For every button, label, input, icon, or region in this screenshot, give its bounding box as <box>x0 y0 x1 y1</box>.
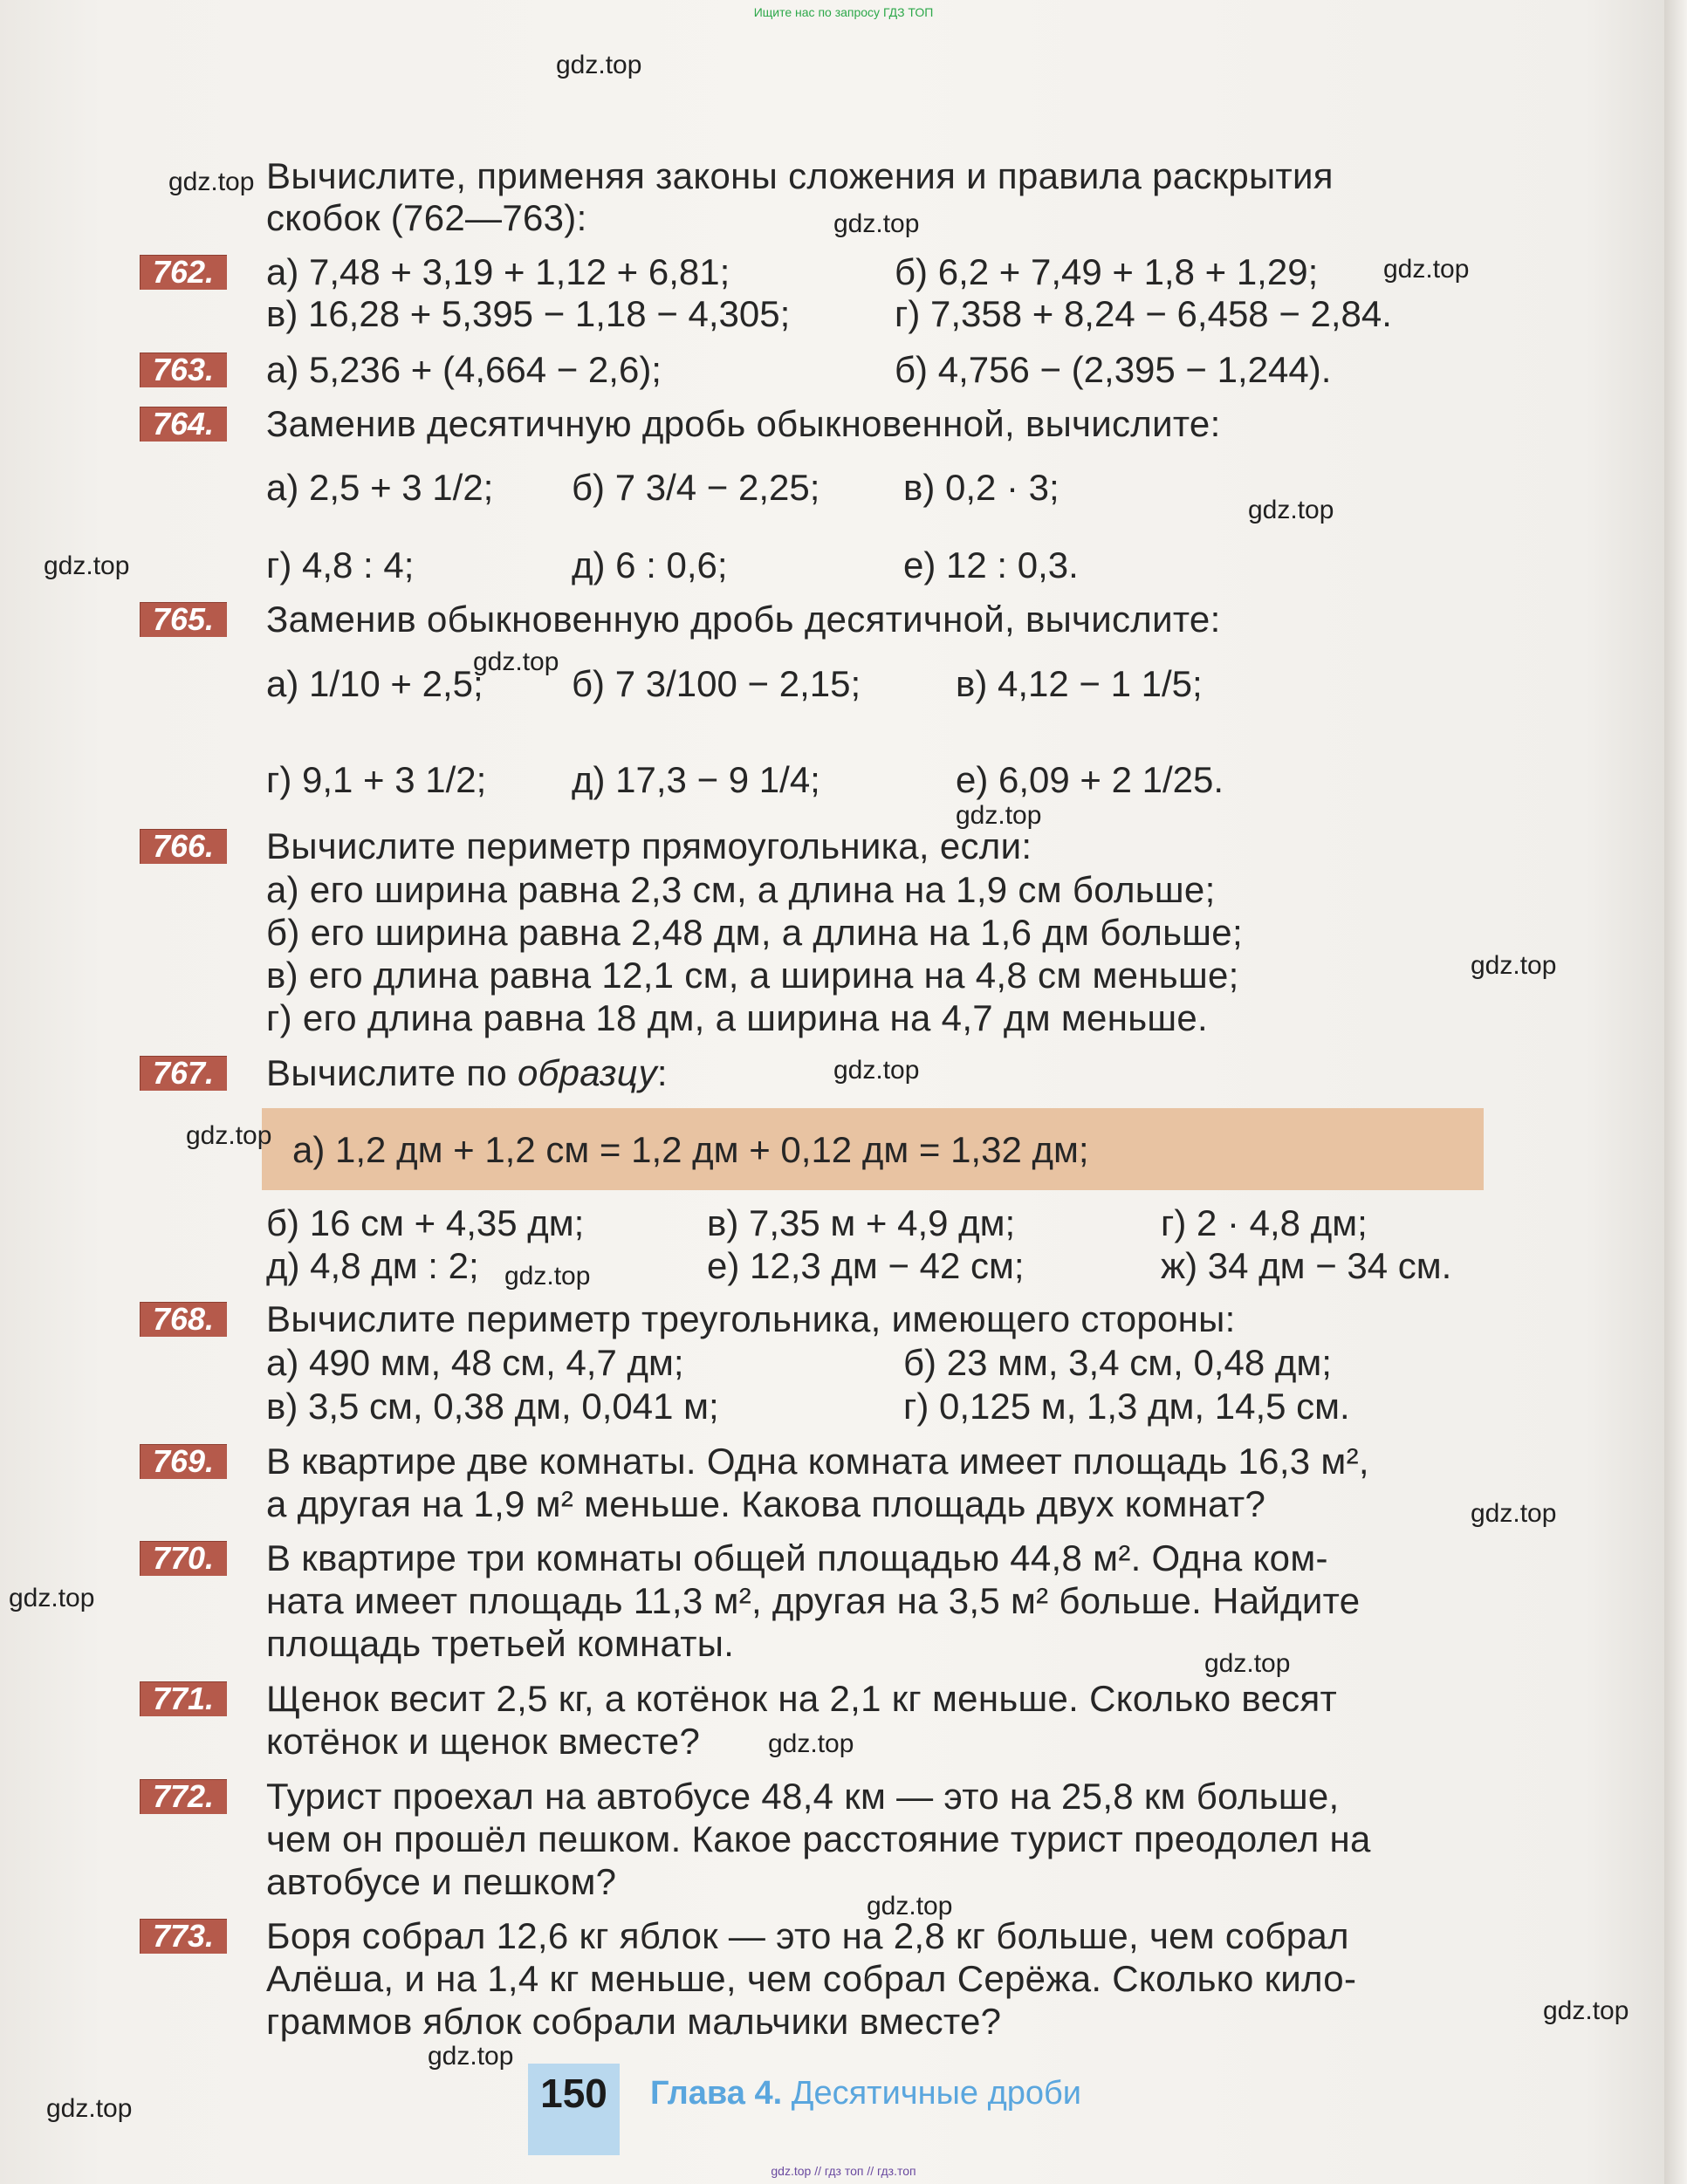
ex765-e: е) 6,09 + 2 1/25. <box>956 759 1224 800</box>
ex763-b: б) 4,756 − (2,395 − 1,244). <box>895 349 1332 390</box>
watermark: gdz.top <box>1204 1649 1291 1678</box>
ex767-title-italic: образцу <box>517 1052 657 1093</box>
ex766-v: в) его длина равна 12,1 см, а ширина на 4,8 см меньше; <box>266 955 1239 996</box>
ex769-line-2: а другая на 1,9 м² меньше. Какова площадь двух комнат? <box>266 1483 1266 1524</box>
intro-line-2: скобок (762—763): <box>266 197 587 238</box>
ex764-b: б) 7 3/4 − 2,25; <box>572 467 820 508</box>
ex768-g: г) 0,125 м, 1,3 дм, 14,5 см. <box>903 1386 1350 1427</box>
watermark: gdz.top <box>473 647 559 676</box>
ex770-line-1: В квартире три комнаты общей площадью 44,8 м². Одна ком- <box>266 1537 1328 1578</box>
ex764-a: а) 2,5 + 3 1/2; <box>266 467 494 508</box>
ex767-title-end: : <box>656 1052 668 1093</box>
top-banner: Ищите нас по запросу ГДЗ ТОП <box>753 5 934 19</box>
ex770-line-3: площадь третьей комнаты. <box>266 1623 735 1664</box>
exercise-number-770: 770. <box>140 1541 227 1576</box>
ex766-a: а) его ширина равна 2,3 см, а длина на 1,9 см больше; <box>266 869 1216 910</box>
ex771-line-2: котёнок и щенок вместе? <box>266 1721 701 1762</box>
watermark: gdz.top <box>956 801 1042 830</box>
watermark: gdz.top <box>1471 1499 1557 1528</box>
ex764-d: д) 6 : 0,6; <box>572 544 728 585</box>
ex763-a: а) 5,236 + (4,664 − 2,6); <box>266 349 662 390</box>
ex765-d: д) 17,3 − 9 1/4; <box>572 759 820 800</box>
ex766-g: г) его длина равна 18 дм, а ширина на 4,7 дм меньше. <box>266 997 1208 1038</box>
ex772-line-2: чем он прошёл пешком. Какое расстояние турист преодолел на <box>266 1818 1371 1859</box>
exercise-number-773: 773. <box>140 1919 227 1954</box>
exercise-number-772: 772. <box>140 1779 227 1814</box>
watermark: gdz.top <box>46 2094 133 2123</box>
ex767-e: е) 12,3 дм − 42 см; <box>707 1245 1025 1286</box>
exercise-number-765: 765. <box>140 602 227 637</box>
ex766-title: Вычислите периметр прямоугольника, если: <box>266 825 1032 866</box>
ex765-title: Заменив обыкновенную дробь десятичной, вычислите: <box>266 599 1221 640</box>
exercise-number-762: 762. <box>140 255 227 290</box>
ex767-sample: а) 1,2 дм + 1,2 см = 1,2 дм + 0,12 дм = 1,32 дм; <box>292 1129 1089 1170</box>
ex767-v: в) 7,35 м + 4,9 дм; <box>707 1202 1016 1243</box>
watermark: gdz.top <box>867 1892 953 1920</box>
ex765-b: б) 7 3/100 − 2,15; <box>572 663 861 704</box>
watermark: gdz.top <box>833 209 920 238</box>
ex762-a: а) 7,48 + 3,19 + 1,12 + 6,81; <box>266 251 730 292</box>
ex773-line-2: Алёша, и на 1,4 кг меньше, чем собрал Серёжа. Сколько кило- <box>266 1958 1357 1999</box>
ex765-v: в) 4,12 − 1 1/5; <box>956 663 1203 704</box>
watermark: gdz.top <box>1248 496 1334 524</box>
exercise-number-768: 768. <box>140 1302 227 1337</box>
ex767-zh: ж) 34 дм − 34 см. <box>1161 1245 1452 1286</box>
watermark: gdz.top <box>186 1121 272 1150</box>
watermark: gdz.top <box>168 168 255 196</box>
ex762-g: г) 7,358 + 8,24 − 6,458 − 2,84. <box>895 293 1392 334</box>
ex770-line-2: ната имеет площадь 11,3 м², другая на 3,5 м² больше. Найдите <box>266 1580 1361 1621</box>
ex768-b: б) 23 мм, 3,4 см, 0,48 дм; <box>903 1342 1332 1383</box>
page-number: 150 <box>540 2071 607 2116</box>
ex762-b: б) 6,2 + 7,49 + 1,8 + 1,29; <box>895 251 1319 292</box>
chapter-label: Глава 4. <box>650 2075 783 2112</box>
ex767-g: г) 2 · 4,8 дм; <box>1161 1202 1368 1243</box>
exercise-number-769: 769. <box>140 1444 227 1479</box>
watermark: gdz.top <box>504 1262 591 1291</box>
ex767-title-plain: Вычислите по <box>266 1052 518 1093</box>
ex768-a: а) 490 мм, 48 см, 4,7 дм; <box>266 1342 684 1383</box>
ex764-e: е) 12 : 0,3. <box>903 544 1079 585</box>
page-edge-shadow <box>1664 0 1687 2184</box>
bottom-banner: gdz.top // гдз топ // гдз.топ <box>771 2164 916 2178</box>
ex768-title: Вычислите периметр треугольника, имеющего стороны: <box>266 1298 1236 1339</box>
ex764-v: в) 0,2 · 3; <box>903 467 1060 508</box>
chapter-name: Десятичные дроби <box>791 2075 1082 2112</box>
exercise-number-764: 764. <box>140 407 227 442</box>
exercise-number-766: 766. <box>140 829 227 864</box>
ex767-d: д) 4,8 дм : 2; <box>266 1245 479 1286</box>
watermark: gdz.top <box>1471 951 1557 980</box>
watermark: gdz.top <box>9 1584 95 1612</box>
ex765-a: а) 1/10 + 2,5; <box>266 663 483 704</box>
chapter-title <box>650 2075 1081 2112</box>
exercise-number-767: 767. <box>140 1056 227 1091</box>
ex772-line-3: автобусе и пешком? <box>266 1861 617 1902</box>
ex768-v: в) 3,5 см, 0,38 дм, 0,041 м; <box>266 1386 719 1427</box>
ex767-b: б) 16 см + 4,35 дм; <box>266 1202 585 1243</box>
watermark: gdz.top <box>428 2042 514 2071</box>
watermark: gdz.top <box>1383 255 1470 284</box>
ex773-line-3: граммов яблок собрали мальчики вместе? <box>266 2001 1002 2042</box>
ex765-g: г) 9,1 + 3 1/2; <box>266 759 487 800</box>
watermark: gdz.top <box>768 1729 854 1758</box>
watermark: gdz.top <box>44 551 130 580</box>
intro-line-1: Вычислите, применяя законы сложения и правила раскрытия <box>266 155 1334 196</box>
ex764-g: г) 4,8 : 4; <box>266 544 415 585</box>
ex769-line-1: В квартире две комнаты. Одна комната имеет площадь 16,3 м², <box>266 1441 1369 1482</box>
watermark: gdz.top <box>1543 1996 1629 2025</box>
exercise-number-763: 763. <box>140 353 227 387</box>
watermark: gdz.top <box>556 51 642 79</box>
ex767-title <box>266 1052 668 1094</box>
watermark: gdz.top <box>833 1056 920 1085</box>
ex773-line-1: Боря собрал 12,6 кг яблок — это на 2,8 кг больше, чем собрал <box>266 1915 1349 1956</box>
ex762-v: в) 16,28 + 5,395 − 1,18 − 4,305; <box>266 293 791 334</box>
exercise-number-771: 771. <box>140 1681 227 1716</box>
ex764-title: Заменив десятичную дробь обыкновенной, вычислите: <box>266 403 1221 444</box>
ex771-line-1: Щенок весит 2,5 кг, а котёнок на 2,1 кг меньше. Сколько весят <box>266 1678 1338 1719</box>
ex766-b: б) его ширина равна 2,48 дм, а длина на 1,6 дм больше; <box>266 912 1243 953</box>
ex772-line-1: Турист проехал на автобусе 48,4 км — это на 25,8 км больше, <box>266 1776 1340 1817</box>
